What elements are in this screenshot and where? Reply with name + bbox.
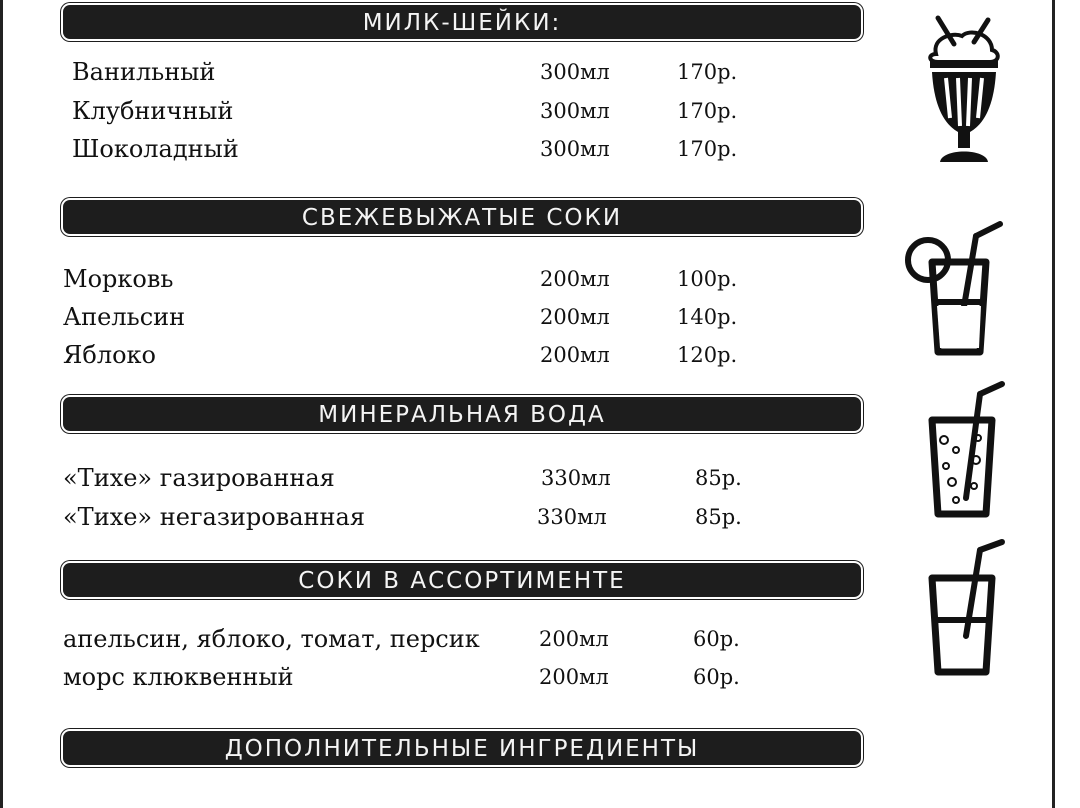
menu-item (63, 500, 783, 534)
menu-frame-left-border (0, 0, 3, 808)
menu-item (72, 94, 772, 128)
item-name: Ванильный (72, 58, 216, 86)
item-volume: 300мл (540, 60, 610, 84)
item-volume: 300мл (540, 99, 610, 123)
item-name: «Тихе» негазированная (63, 503, 365, 531)
item-price: 170р. (677, 60, 738, 84)
item-price: 60р. (693, 627, 740, 651)
section-title-fresh-juices: СВЕЖЕВЫЖАТЫЕ СОКИ (63, 200, 861, 234)
menu-item (63, 338, 783, 372)
item-name: Шоколадный (72, 135, 239, 163)
sparkling-water-glass-icon (922, 378, 1010, 520)
item-name: Клубничный (72, 97, 234, 125)
item-price: 100р. (677, 267, 738, 291)
juice-glass-icon (922, 536, 1010, 678)
item-name: Яблоко (63, 341, 156, 369)
item-volume: 200мл (539, 665, 609, 689)
item-price: 170р. (677, 99, 738, 123)
item-volume: 200мл (539, 627, 609, 651)
menu-item (63, 622, 783, 656)
juice-glass-with-lemon-icon (902, 216, 1008, 360)
section-title-additional-ingredients: ДОПОЛНИТЕЛЬНЫЕ ИНГРЕДИЕНТЫ (63, 731, 861, 765)
menu-item (63, 262, 783, 296)
item-volume: 330мл (541, 466, 611, 490)
menu-item (63, 461, 783, 495)
item-price: 85р. (695, 505, 742, 529)
section-title-mineral-water: МИНЕРАЛЬНАЯ ВОДА (63, 397, 861, 431)
menu-frame-right-border (1052, 0, 1055, 808)
item-price: 140р. (677, 305, 738, 329)
section-title-milkshakes: МИЛК-ШЕЙКИ: (63, 5, 861, 39)
item-name: «Тихе» газированная (63, 464, 335, 492)
item-volume: 200мл (540, 343, 610, 367)
menu-item (72, 55, 772, 89)
item-name: апельсин, яблоко, томат, персик (63, 625, 480, 653)
section-title-assorted-juices: СОКИ В АССОРТИМЕНТЕ (63, 563, 861, 597)
item-volume: 330мл (537, 505, 607, 529)
item-volume: 200мл (540, 267, 610, 291)
item-price: 60р. (693, 665, 740, 689)
menu-item (72, 132, 772, 166)
item-volume: 200мл (540, 305, 610, 329)
item-price: 85р. (695, 466, 742, 490)
item-name: Апельсин (63, 303, 186, 331)
menu-item (63, 660, 783, 694)
milkshake-icon (922, 14, 1006, 166)
item-name: Морковь (63, 265, 174, 293)
item-name: морс клюквенный (63, 663, 294, 691)
item-price: 170р. (677, 137, 738, 161)
menu-item (63, 300, 783, 334)
item-volume: 300мл (540, 137, 610, 161)
item-price: 120р. (677, 343, 738, 367)
